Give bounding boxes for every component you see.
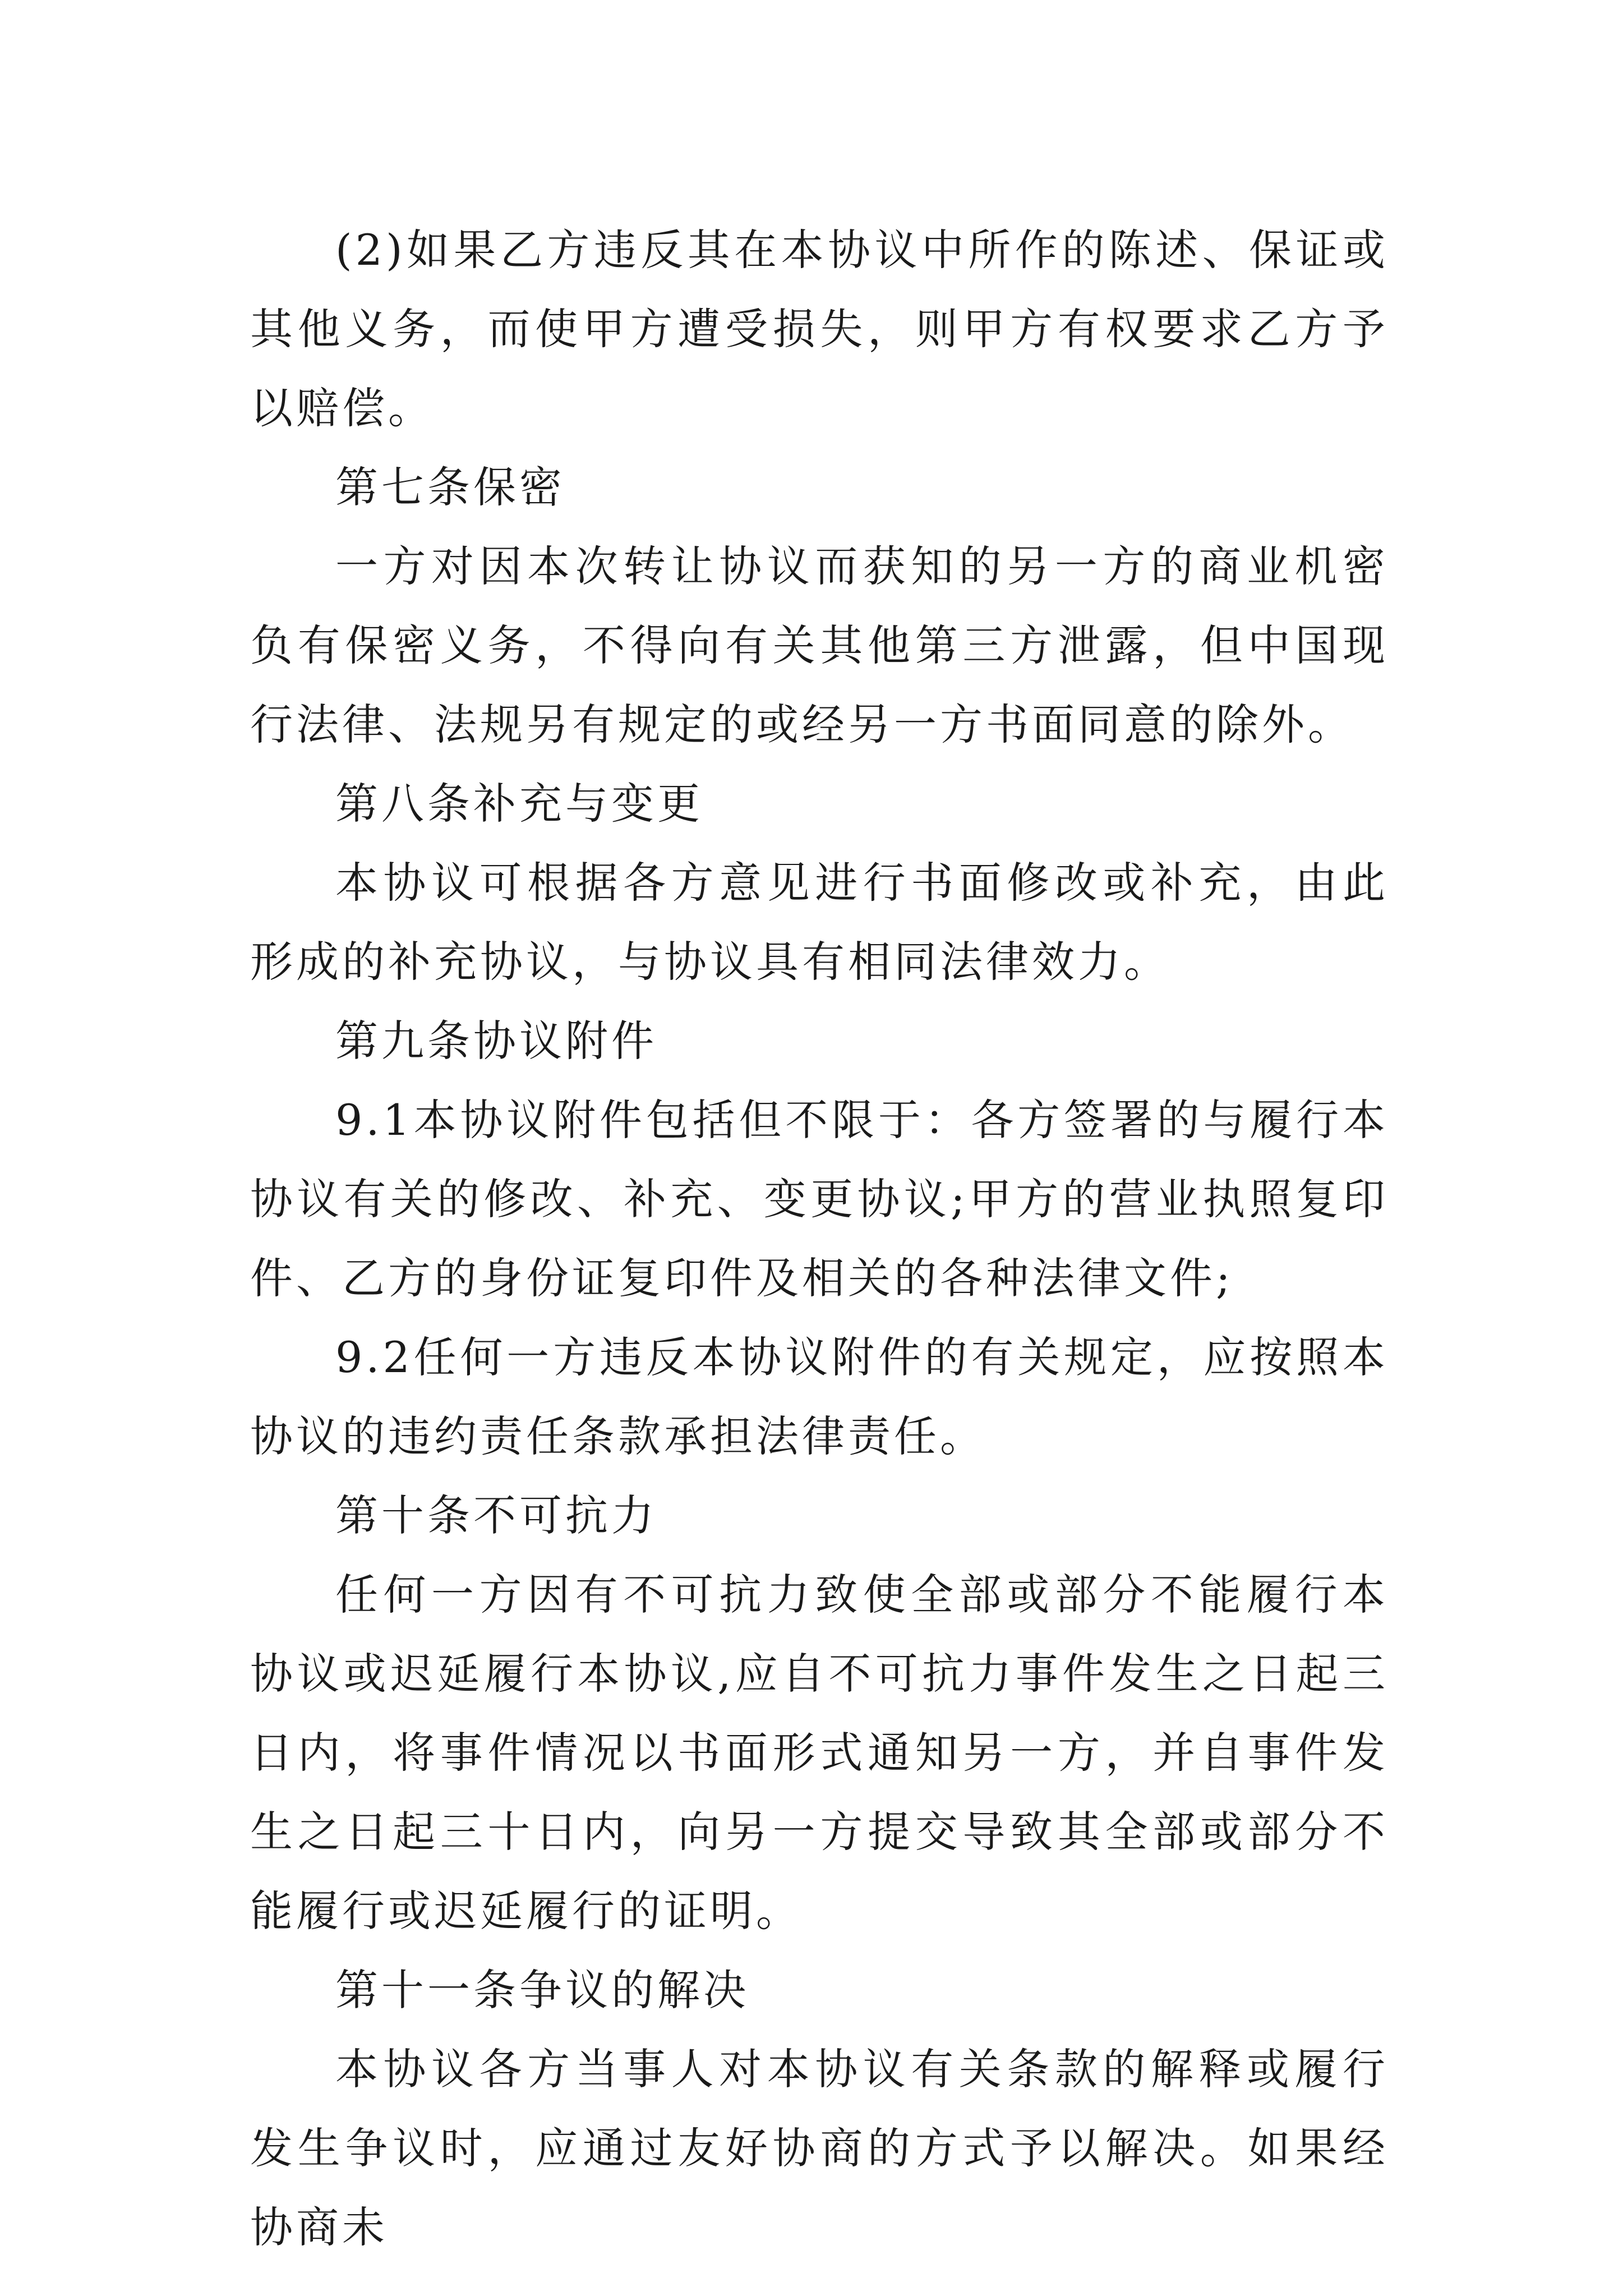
clause-paragraph: (2)如果乙方违反其在本协议中所作的陈述、保证或其他义务，而使甲方遭受损失，则甲方有权要求乙方予以赔偿。 xyxy=(250,225,1389,433)
clause-paragraph: 一方对因本次转让协议而获知的另一方的商业机密负有保密义务，不得向有关其他第三方泄露，但中国现行法律、法规另有规定的或经另一方书面同意的除外。 xyxy=(250,541,1389,749)
section-heading: 第十条不可抗力 xyxy=(335,1490,657,1540)
section-heading: 第九条协议附件 xyxy=(335,1016,657,1066)
clause-paragraph: 任何一方因有不可抗力致使全部或部分不能履行本协议或迟延履行本协议,应自不可抗力事件发生之日起三日内，将事件情况以书面形式通知另一方，并自事件发生之日起三十日内，向另一方提交导致其全部或部分不能履行或迟延履行的证明。 xyxy=(250,1570,1389,1936)
clause-paragraph: 本协议可根据各方意见进行书面修改或补充，由此形成的补充协议，与协议具有相同法律效力。 xyxy=(250,858,1389,987)
section-heading: 第十一条争议的解决 xyxy=(335,1965,749,2015)
clause-paragraph: 本协议各方当事人对本协议有关条款的解释或履行发生争议时，应通过友好协商的方式予以解决。如果经协商未 xyxy=(250,2044,1389,2252)
clause-paragraph: 9.2任何一方违反本协议附件的有关规定，应按照本协议的违约责任条款承担法律责任。 xyxy=(250,1332,1389,1461)
document-body xyxy=(250,210,1389,2267)
clause-paragraph: 9.1本协议附件包括但不限于：各方签署的与履行本协议有关的修改、补充、变更协议;甲方的营业执照复印件、乙方的身份证复印件及相关的各种法律文件; xyxy=(250,1095,1389,1303)
section-heading: 第七条保密 xyxy=(335,462,565,512)
section-heading: 第八条补充与变更 xyxy=(335,779,703,829)
